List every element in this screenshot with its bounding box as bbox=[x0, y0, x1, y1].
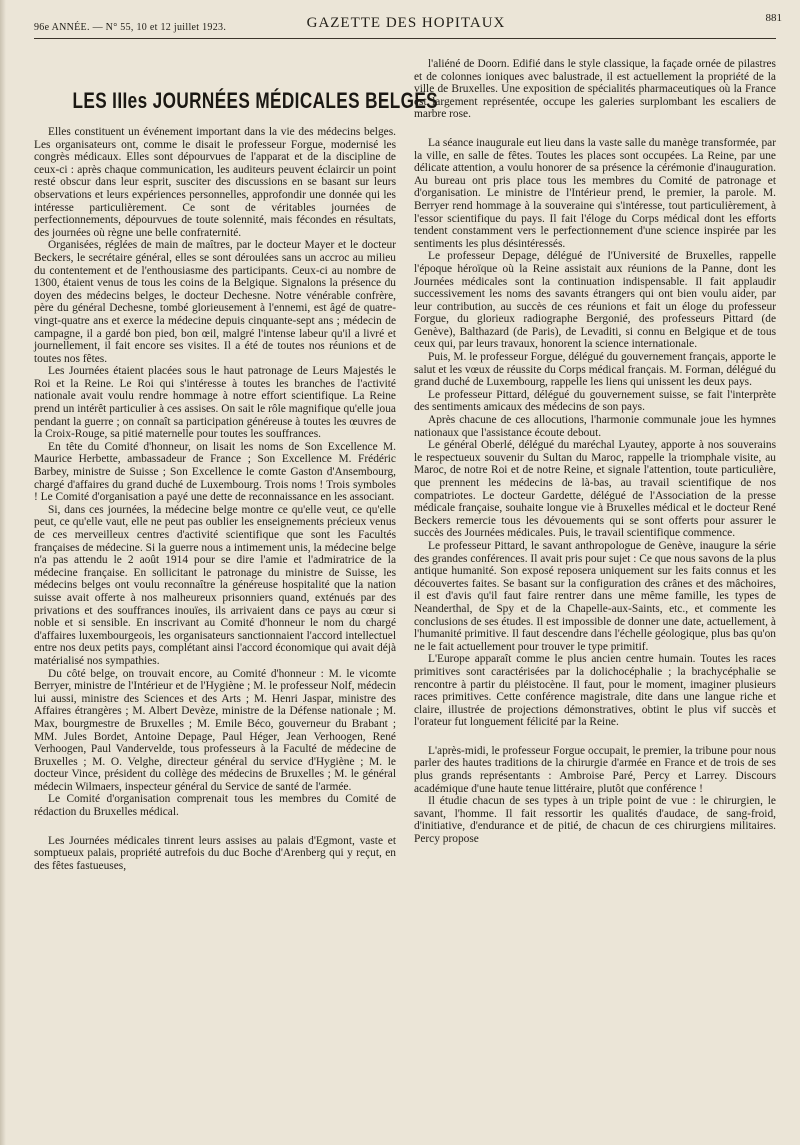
left-column bbox=[34, 126, 396, 872]
paragraph: Organisées, réglées de main de maîtres, par le docteur Mayer et le docteur Beckers, le secrétaire général, elles se sont déroulées sans un accroc au milieu du contentement et de l'enthousiasme des participants. Ceux-ci au nombre de 1300, étaient venus de tous les coins de la Belgique. Signalons la présence du doyen des médecins belges, le docteur Dechesne. Notre vénérable confrère, père du général Dechesne, tombé glorieusement à l'ennemi, est âgé de quatre-vingt-quatre ans et exerce la médecine depuis cinquante-sept ans ; médecin de campagne, il a gardé bon pied, bon œil, malgré l'intense labeur qu'il a livré et journellement, il fait encore ses visites. Il a été de toutes nos réunions et de toutes nos fêtes. bbox=[34, 239, 396, 365]
paragraph: Le général Oberlé, délégué du maréchal Lyautey, apporte à nos souverains le respectueux souvenir du Sultan du Maroc, rappelle la triomphale visite, au Maroc, de notre Roi et de notre Reine, et signale l'attention, toute particulière, que prennent les médecins de là-bas, au travail scientifique de nos compatriotes. Le docteur Gardette, délégué de l'Association de la presse médicale française, souhaite longue vie à Bruxelles médical et le docteur René Beckers remercie tous les dévouements qui se sont offerts pour assurer le succès des Journées médicales. Puis, le travail scientifique commence. bbox=[414, 439, 776, 540]
paragraph: Elles constituent un événement important dans la vie des médecins belges. Les organisateurs ont, comme le disait le professeur Forgue, modernisé les congrès médicaux. Elles sont dépourvues de l'apparat et de la discipline de ceux-ci : après chaque communication, les auditeurs peuvent éclaircir un point resté obscur dans leur esprit, susciter des discussions en se basant sur leurs observations et leurs expériences personnelles, approfondir une donnée qui les intéresse particulièrement. Ce sont de véritables journées de perfectionnements, dépourvues de toute solennité, mais fécondes en résultats, des journées où règne une belle confraternité. bbox=[34, 126, 396, 239]
paragraph: L'après-midi, le professeur Forgue occupait, le premier, la tribune pour nous parler des hautes traditions de la chirurgie d'armée en France et de trois de ses plus grands représentants : Ambroise Paré, Percy et Larrey. Discours académique d'une haute tenue littéraire, plutôt que conférence ! bbox=[414, 744, 776, 795]
paragraph: Les Journées médicales tinrent leurs assises au palais d'Egmont, vaste et somptueux palais, propriété autrefois du duc Boche d'Arenberg qui y reçut, en des fêtes fastueuses, bbox=[34, 834, 396, 872]
paragraph: Le professeur Depage, délégué de l'Université de Bruxelles, rappelle l'époque héroïque où la Reine assistait aux réunions de la Panne, dont les Journées médicales sont la continuation indispensable. Il fait applaudir successivement les noms des savants étrangers qui ont bien voulu aider, par leur contribution, au succès de ces réunions et fait un éloge du professeur Forgue, du glorieux radiographe Bergonié, des professeurs Pittard (de Genève), Balthazard (de Paris), de Levaditi, si connu en Belgique et de tous ceux qui, par leurs travaux, honorent la science internationale. bbox=[414, 250, 776, 351]
paragraph: Le professeur Pittard, délégué du gouvernement suisse, se fait l'interprète des sentiments amicaux des médecins de son pays. bbox=[414, 388, 776, 414]
page-number: 881 bbox=[765, 12, 782, 24]
paragraph: Si, dans ces journées, la médecine belge montre ce qu'elle veut, ce qu'elle peut, ce qu'elle vaut, elle ne peut pas oublier les enseignements précieux venus de ces merveilleux centres d'activité scientifique que sont les Facultés françaises de médecine. Si la guerre nous a intimement unis, la médecine belge n'a pas attendu le 2 août 1914 pour se dire l'amie et l'admiratrice de la médecine française. En sollicitant le patronage du ministre de Suisse, les médecins belges ont voulu reconnaître la généreuse hospitalité que la nation suisse avait offerte à nos malheureux prisonniers quand, exténués par des privations et des souffrances inouïes, ils arrivaient dans ce pays au cœur si noble et si sensible. En inscrivant au Comité d'honneur le nom du chargé d'affaires luxembourgeois, les organisateurs sanctionnaient l'accord intellectuel entre nos deux petits pays, complétant ainsi l'accord économique qui avait déjà matérialisé nos sympathies. bbox=[34, 503, 396, 667]
article-title: LES IIIes JOURNÉES MÉDICALES BELGES bbox=[72, 88, 438, 113]
paragraph: Puis, M. le professeur Forgue, délégué du gouvernement français, apporte le salut et les vœux de réussite du Corps médical français. M. Forman, délégué du grand duché de Luxembourg, rappelle les liens qui unissent les deux pays. bbox=[414, 351, 776, 389]
paragraph: Le Comité d'organisation comprenait tous les membres du Comité de rédaction du Bruxelles médical. bbox=[34, 793, 396, 819]
paragraph: Du côté belge, on trouvait encore, au Comité d'honneur : M. le vicomte Berryer, ministre de l'Intérieur et de l'Hygiène ; M. le professeur Nolf, médecin lui aussi, ministre des Sciences et des Arts ; M. Henri Jaspar, ministre des Affaires étrangères ; M. Albert Devèze, ministre de la Défense nationale ; M. Max, bourgmestre de Bruxelles ; M. Emile Béco, gouverneur du Brabant ; MM. Jules Bordet, Antoine Depage, Paul Héger, Jean Verhoogen, René Verhoogen, Paul Vandervelde, tous professeurs à la Faculté de médecine de Bruxelles ; M. O. Velghe, directeur général du service d'Hygiène ; M. le docteur Vince, président du collège des médecins de Bruxelles ; M. le général médecin Wilmaers, inspecteur général du Service de santé de l'armée. bbox=[34, 667, 396, 793]
paragraph: Le professeur Pittard, le savant anthropologue de Genève, inaugure la série des grandes conférences. Il avait pris pour sujet : Ce que nous savons de la plus antique humanité. Son exposé reposera uniquement sur les faits connus et les découvertes faites. Se basant sur la configuration des crânes et des mâchoires, il est d'avis qu'il faut faire rentrer dans une même famille, les types de Neanderthal, de Spy et de la Chapelle-aux-Saints, etc., et commente les conclusions de ses études. Il est impossible de donner une date, actuellement, à l'humanité primitive. Il faut descendre dans l'échelle géologique, plus bas qu'on ne le fait actuellement pour trouver le type primitif. bbox=[414, 539, 776, 653]
page-binding-shadow bbox=[0, 0, 6, 1145]
paragraph: Il étudie chacun de ses types à un triple point de vue : le chirurgien, le savant, l'homme. Il fait ressortir les qualités d'audace, de sang-froid, d'initiative, d'endurance et de pitié, de chacun de ces chirurgiens militaires. Percy propose bbox=[414, 795, 776, 846]
header-rule bbox=[34, 38, 776, 39]
paragraph: l'aliéné de Doorn. Edifié dans le style classique, la façade ornée de pilastres et de colonnes ioniques avec balustrade, il est actuellement la propriété de la ville de Bruxelles. Une exposition de spécialités pharmaceutiques où la France est largement représentée, occupe les galeries surplombant les escaliers de marbre rose. bbox=[414, 58, 776, 121]
paragraph: Après chacune de ces allocutions, l'harmonie communale joue les hymnes nationaux que l'assistance écoute debout. bbox=[414, 414, 776, 439]
issue-line: 96e ANNÉE. — N° 55, 10 et 12 juillet 1923. bbox=[34, 22, 227, 33]
paragraph: En tête du Comité d'honneur, on lisait les noms de Son Excellence M. Maurice Herbette, ambassadeur de France ; Son Excellence M. Frédéric Barbey, ministre de Suisse ; Son Excellence le comte Gaston d'Ansembourg, chargé d'affaires du grand duché de Luxembourg. Trois noms ! Trois symboles ! Le Comité d'organisation a payé une dette de reconnaissance en les associant. bbox=[34, 440, 396, 504]
running-header bbox=[30, 12, 782, 38]
paragraph: L'Europe apparaît comme le plus ancien centre humain. Toutes les races primitives sont caractérisées par la dolichocéphalie ; la brachycéphalie se rencontre à partir du pléistocène. Il faut, pour le moment, imaginer plusieurs races primitives. Cette conférence magistrale, dite dans une langue riche et claire, illustrée de projections démonstratives, obtint le plus vif succès et l'orateur fut longuement félicité par la Reine. bbox=[414, 653, 776, 729]
paragraph: Les Journées étaient placées sous le haut patronage de Leurs Majestés le Roi et la Reine. Le Roi qui s'intéresse à toutes les branches de l'activité nationale avait voulu rendre hommage à notre effort scientifique. La Reine prend un intérêt particulier à ces assises. On sait le rôle magnifique qu'elle joua pendant la guerre ; on connaît sa participation généreuse à toutes les œuvres de la Croix-Rouge, sa pitié maternelle pour toutes les souffrances. bbox=[34, 365, 396, 441]
journal-title: GAZETTE DES HOPITAUX bbox=[306, 15, 506, 31]
paragraph: La séance inaugurale eut lieu dans la vaste salle du manège transformée, par la ville, en salle de fêtes. Toutes les places sont occupées. La Reine, par une délicate attention, a voulu honorer de sa présence la cérémonie d'inauguration. Au bureau ont pris place tous les membres du Comité de patronage et d'organisation. Le ministre de l'Intérieur prend, le premier, la parole. M. Berryer rend hommage à la souveraine qui s'intéresse, tout particulièrement, à l'essor scientifique du pays. Il fait l'éloge du Corps médical dont les efforts tendent constamment vers le perfectionnement d'une science inspirée par les sentiments les plus désintéressés. bbox=[414, 136, 776, 250]
right-column bbox=[414, 58, 776, 846]
